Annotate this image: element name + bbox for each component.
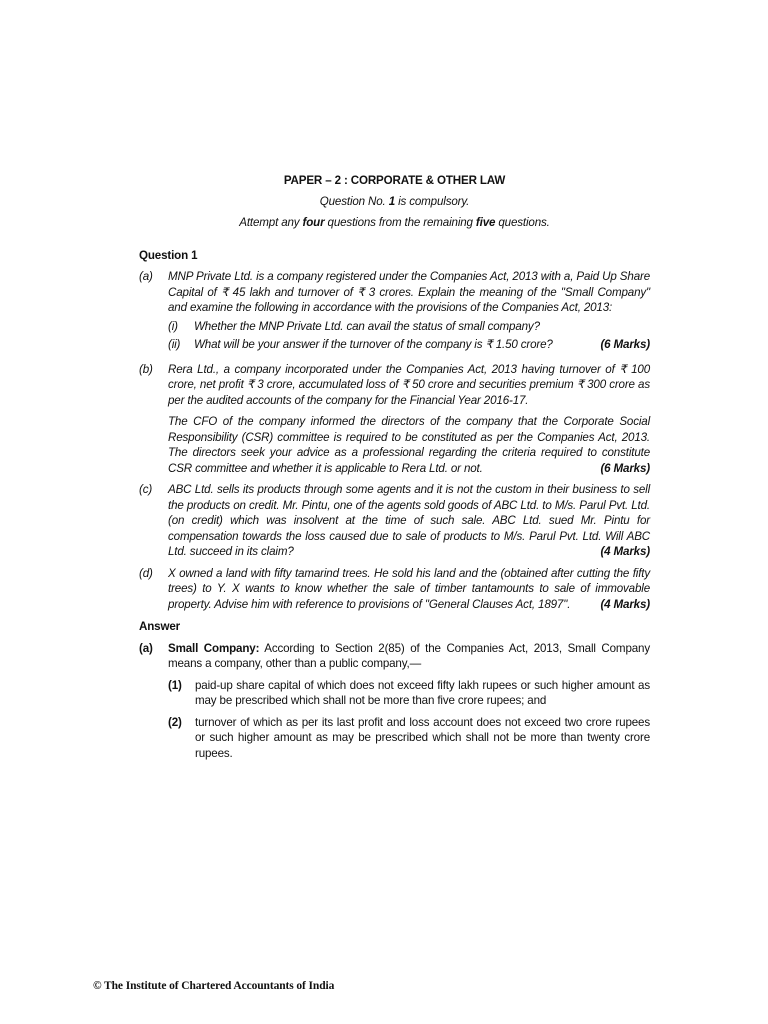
question-item-b	[139, 362, 650, 477]
term-small-company: Small Company:	[168, 641, 260, 655]
question-heading: Question 1	[139, 248, 198, 262]
sub-item-ii	[168, 337, 650, 353]
answer-sub-1	[168, 678, 650, 709]
instruction-compulsory: Question No. 1 is compulsory.	[319, 194, 470, 208]
marks-label: (4 Marks)	[600, 597, 650, 611]
item-body	[168, 269, 650, 356]
paper-title: PAPER – 2 : CORPORATE & OTHER LAW	[283, 174, 506, 187]
sub-label: (ii)	[168, 338, 181, 351]
question-item-a	[139, 269, 650, 356]
sub-body	[194, 337, 650, 353]
item-body	[168, 641, 650, 762]
item-label: (a)	[139, 270, 153, 283]
question-item-d	[139, 566, 650, 613]
sub-text: What will be your answer if the turnover of the company is ₹ 1.50 crore?	[194, 338, 553, 351]
item-body	[168, 482, 650, 560]
answer-lead: Small Company: According to Section 2(85) of the Companies Act, 2013, Small Company means a company, other than a public company,—	[168, 641, 650, 670]
item-paragraph: The CFO of the company informed the directors of the company that the Corporate Social Responsibility (CSR) committee is required to be constituted as per the Companies Act, 2013. The directors seek your advice as a professional regarding the criteria required to constitute CSR committee and whether it is applicable to Rera Ltd. or not. (6 Marks)	[168, 415, 650, 475]
sub-text: Whether the MNP Private Ltd. can avail the status of small company?	[194, 319, 540, 333]
sub-text: paid-up share capital of which does not exceed fifty lakh rupees or such higher amount as may be prescribed which shall not be more than five crore rupees; and	[195, 678, 650, 707]
sub-label: (1)	[168, 678, 182, 692]
instruction-attempt: Attempt any four questions from the remaining five questions.	[239, 216, 550, 229]
item-text: X owned a land with fifty tamarind trees. He sold his land and the (obtained after cutting the fifty trees) to Y. X wants to know whether the sale of timber tantamounts to sale of immovable property. Advise him with reference to provisions of "General Clauses Act, 1897".	[168, 566, 650, 611]
question-item-c	[139, 482, 650, 560]
answer-sub-2	[168, 715, 650, 762]
marks-label: (6 Marks)	[600, 338, 650, 351]
sub-label: (2)	[168, 715, 182, 729]
marks-label: (6 Marks)	[600, 461, 650, 475]
sub-text: turnover of which as per its last profit and loss account does not exceed two crore rupees or such higher amount as may be prescribed which shall not be more than twenty crore rupees.	[195, 715, 650, 760]
item-text: MNP Private Ltd. is a company registered under the Companies Act, 2013 with a, Paid Up Share Capital of ₹ 45 lakh and turnover of ₹ 3 crores. Explain the meaning of the "Small Company" and examine the following in accordance with the provisions of the Companies Act, 2013:	[168, 270, 650, 314]
item-label: (a)	[139, 641, 153, 655]
item-body	[168, 362, 650, 477]
item-label: (d)	[139, 566, 153, 580]
answer-heading: Answer	[139, 620, 180, 633]
item-body	[168, 566, 650, 613]
answer-item-a	[139, 641, 650, 762]
sub-label: (i)	[168, 319, 178, 333]
sub-item-i	[168, 319, 650, 335]
item-text: ABC Ltd. sells its products through some agents and it is not the custom in their business to sell the products on credit. Mr. Pintu, one of the agents sold goods of ABC Ltd. to M/s. Parul Pvt. Ltd. (on credit) which was insolvent at the time of such sale. ABC Ltd. sued Mr. Pintu for compensation towards the loss caused due to sale of products to M/s. Parul Pvt. Ltd. Will ABC Ltd. succeed in its claim?	[168, 483, 650, 558]
copyright-footer: © The Institute of Chartered Accountants of India	[93, 980, 335, 992]
marks-label: (4 Marks)	[600, 545, 650, 558]
item-text: Rera Ltd., a company incorporated under the Companies Act, 2013 having turnover of ₹ 100 crore, net profit ₹ 3 crore, accumulated loss of ₹ 50 crore and securities premium ₹ 300 crore as per the audited accounts of the company for the Financial Year 2016-17.	[168, 362, 650, 407]
item-label: (b)	[139, 362, 153, 376]
page-content	[139, 173, 650, 765]
item-label: (c)	[139, 483, 153, 496]
